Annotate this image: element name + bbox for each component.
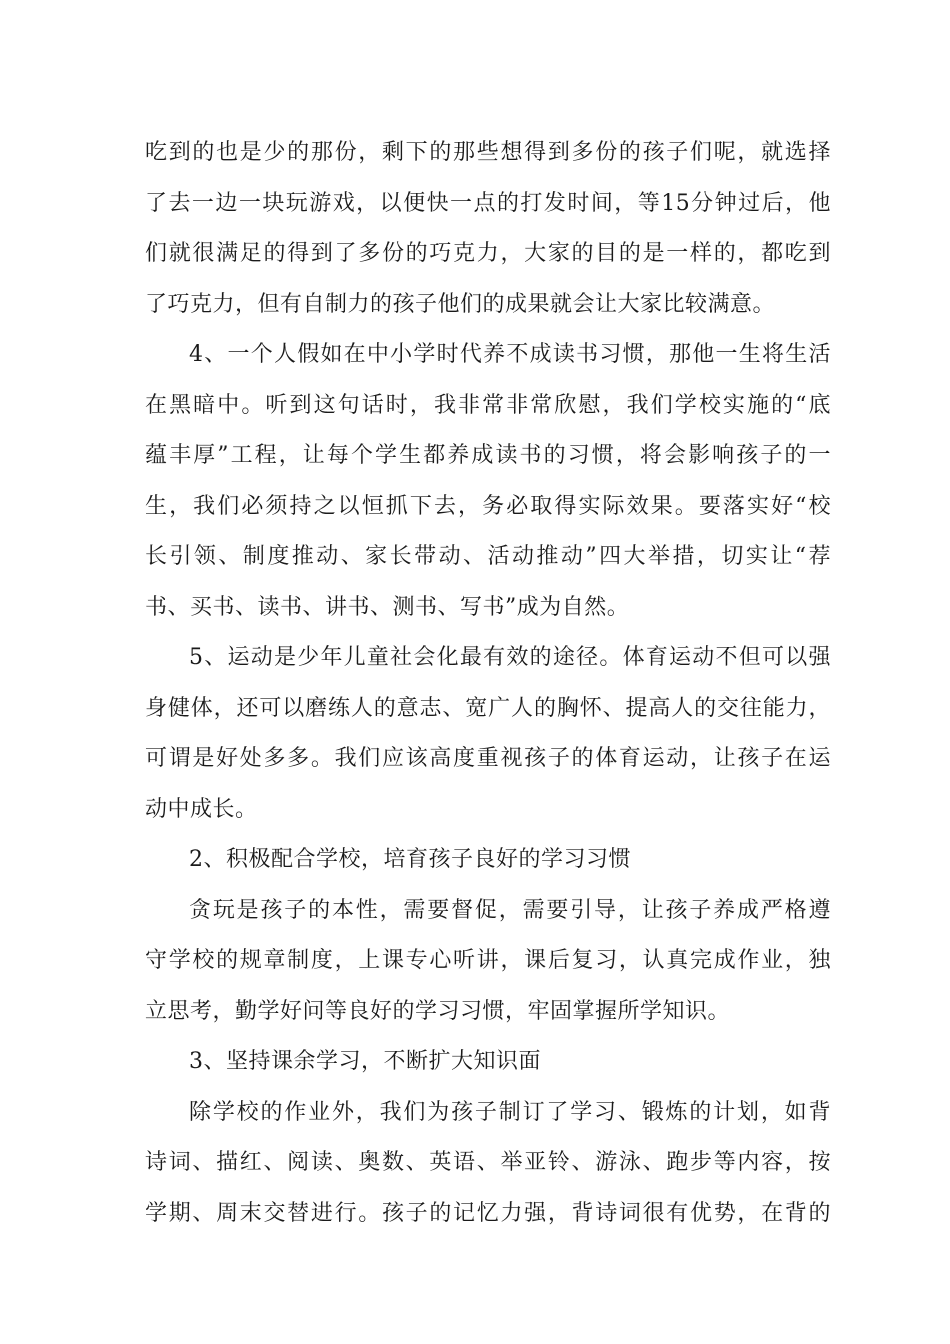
text-line: 除学校的作业外，我们为孩子制订了学习、锻炼的计划，如背 xyxy=(189,1099,831,1125)
text-line: 身健体，还可以磨练人的意志、宽广人的胸怀、提高人的交往能力， xyxy=(145,695,831,721)
text-line: 4、一个人假如在中小学时代养不成读书习惯，那他一生将生活 xyxy=(189,342,831,367)
text-line: 吃到的也是少的那份，剩下的那些想得到多份的孩子们呢，就选择 xyxy=(145,140,831,165)
text-line: 动中成长。 xyxy=(145,796,258,822)
text-line: 在黑暗中。听到这句话时，我非常非常欣慰，我们学校实施的“底 xyxy=(145,392,831,418)
text-line: 可谓是好处多多。我们应该高度重视孩子的体育运动，让孩子在运 xyxy=(145,746,831,771)
text-line: 诗词、描红、阅读、奥数、英语、举亚铃、游泳、跑步等内容，按 xyxy=(145,1150,831,1175)
text-line: 蕴丰厚”工程，让每个学生都养成读书的习惯，将会影响孩子的一 xyxy=(145,443,831,468)
body-text xyxy=(145,128,831,1239)
section-heading: 2、积极配合学校，培育孩子良好的学习习惯 xyxy=(189,847,631,872)
text-line: 了巧克力，但有自制力的孩子他们的成果就会让大家比较满意。 xyxy=(145,291,776,317)
text-line: 长引领、制度推动、家长带动、活动推动”四大举措，切实让“荐 xyxy=(145,544,831,569)
text-line: 们就很满足的得到了多份的巧克力，大家的目的是一样的，都吃到 xyxy=(145,241,831,266)
text-line: 守学校的规章制度，上课专心听讲，课后复习，认真完成作业，独 xyxy=(145,948,831,973)
text-line: 生，我们必须持之以恒抓下去，务必取得实际效果。要落实好“校 xyxy=(145,493,831,519)
section-heading: 3、坚持课余学习，不断扩大知识面 xyxy=(189,1049,541,1074)
text-line: 学期、周末交替进行。孩子的记忆力强，背诗词很有优势，在背的 xyxy=(145,1200,831,1226)
text-line: 5、运动是少年儿童社会化最有效的途径。体育运动不但可以强 xyxy=(189,645,831,670)
text-line: 立思考，勤学好问等良好的学习习惯，牢固掌握所学知识。 xyxy=(145,998,731,1024)
text-line: 书、买书、读书、讲书、测书、写书”成为自然。 xyxy=(145,594,630,620)
text-line: 贪玩是孩子的本性，需要督促，需要引导，让孩子养成严格遵 xyxy=(189,897,831,923)
text-line: 了去一边一块玩游戏，以便快一点的打发时间，等15分钟过后，他 xyxy=(145,190,831,216)
